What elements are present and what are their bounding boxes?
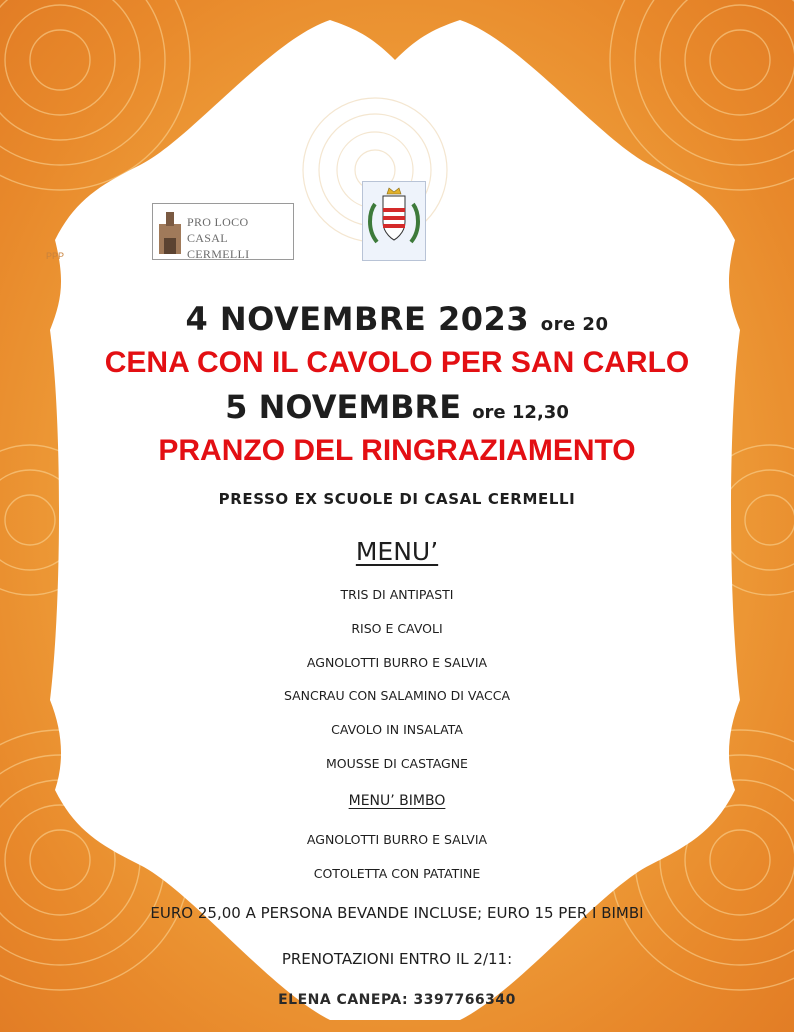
menu-item: SANCRAU CON SALAMINO DI VACCA <box>283 688 511 703</box>
stray-text: PPP <box>46 251 65 261</box>
event2-time: ore 12,30 <box>472 402 569 423</box>
event1-date-line <box>0 300 794 338</box>
proloco-line2: CASAL CERMELLI <box>187 231 250 261</box>
kids-menu-title: MENU’ BIMBO <box>348 793 446 809</box>
event1-date: 4 NOVEMBRE 2023 <box>185 300 530 338</box>
event2-date-line <box>0 388 794 426</box>
kids-menu-item: COTOLETTA CON PATATINE <box>313 866 481 881</box>
event2-date: 5 NOVEMBRE <box>225 388 462 426</box>
menu-item: CAVOLO IN INSALATA <box>331 722 463 737</box>
event2-title: PRANZO DEL RINGRAZIAMENTO <box>158 434 636 467</box>
building-icon <box>155 210 185 256</box>
event1-time: ore 20 <box>540 314 609 335</box>
municipal-crest <box>362 181 426 261</box>
menu-title: MENU’ <box>355 537 439 566</box>
coat-of-arms-icon <box>363 182 425 260</box>
menu-item: MOUSSE DI CASTAGNE <box>326 756 468 771</box>
proloco-logo <box>152 203 294 260</box>
kids-menu-item: AGNOLOTTI BURRO E SALVIA <box>306 832 488 847</box>
proloco-line1: PRO LOCO <box>187 215 249 229</box>
contact-info: ELENA CANEPA: 3397766340 <box>278 992 516 1008</box>
event1-title: CENA CON IL CAVOLO PER SAN CARLO <box>104 346 690 379</box>
menu-item: AGNOLOTTI BURRO E SALVIA <box>306 655 488 670</box>
menu-item: TRIS DI ANTIPASTI <box>340 587 454 602</box>
booking-deadline: PRENOTAZIONI ENTRO IL 2/11: <box>281 950 513 968</box>
price-info: EURO 25,00 A PERSONA BEVANDE INCLUSE; EURO 15 PER I BIMBI <box>150 904 644 922</box>
location: PRESSO EX SCUOLE DI CASAL CERMELLI <box>218 490 576 508</box>
menu-item: RISO E CAVOLI <box>351 621 443 636</box>
